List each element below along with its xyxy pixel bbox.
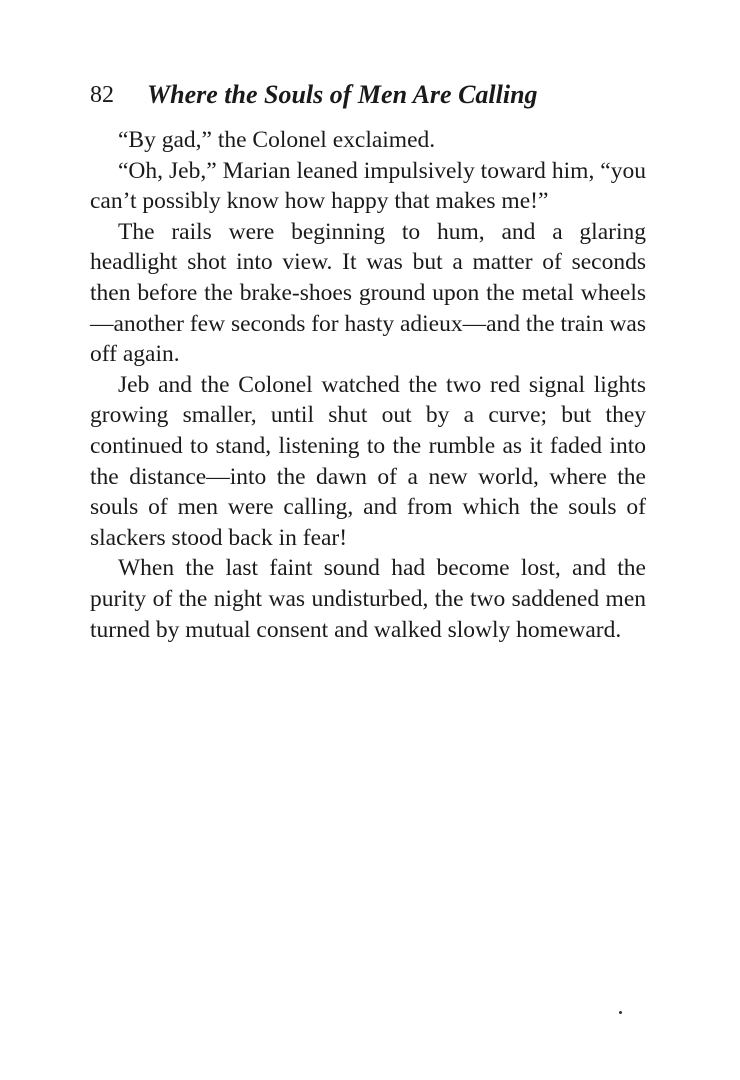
paragraph: “By gad,” the Colonel exclaimed. xyxy=(118,127,436,153)
running-title: Where the Souls of Men Are Calling xyxy=(147,80,538,109)
paragraph: “Oh, Jeb,” Marian leaned impulsively toward him, “you can’t possibly know how happy that makes me!” xyxy=(90,157,646,215)
paragraph: The rails were beginning to hum, and a glaring headlight shot into view. It was but a matter of seconds then before the brake-shoes ground upon the metal wheels—another few seconds for hasty adieux—and the train was off again. xyxy=(90,218,646,368)
page-number: 82 xyxy=(90,82,114,108)
print-speck xyxy=(619,1011,622,1014)
page-header xyxy=(90,80,646,120)
body-text xyxy=(90,125,646,645)
paragraph: Jeb and the Colonel watched the two red signal lights growing smaller, until shut out by a curve; but they continued to stand, listening to the rumble as it faded into the distance—into the dawn of a new world, where the souls of men were calling, and from which the souls of slackers stood back in fear! xyxy=(90,371,646,551)
paragraph: When the last faint sound had become lost, and the purity of the night was undisturbed, the two saddened men turned by mutual consent and walked slowly homeward. xyxy=(90,555,646,643)
